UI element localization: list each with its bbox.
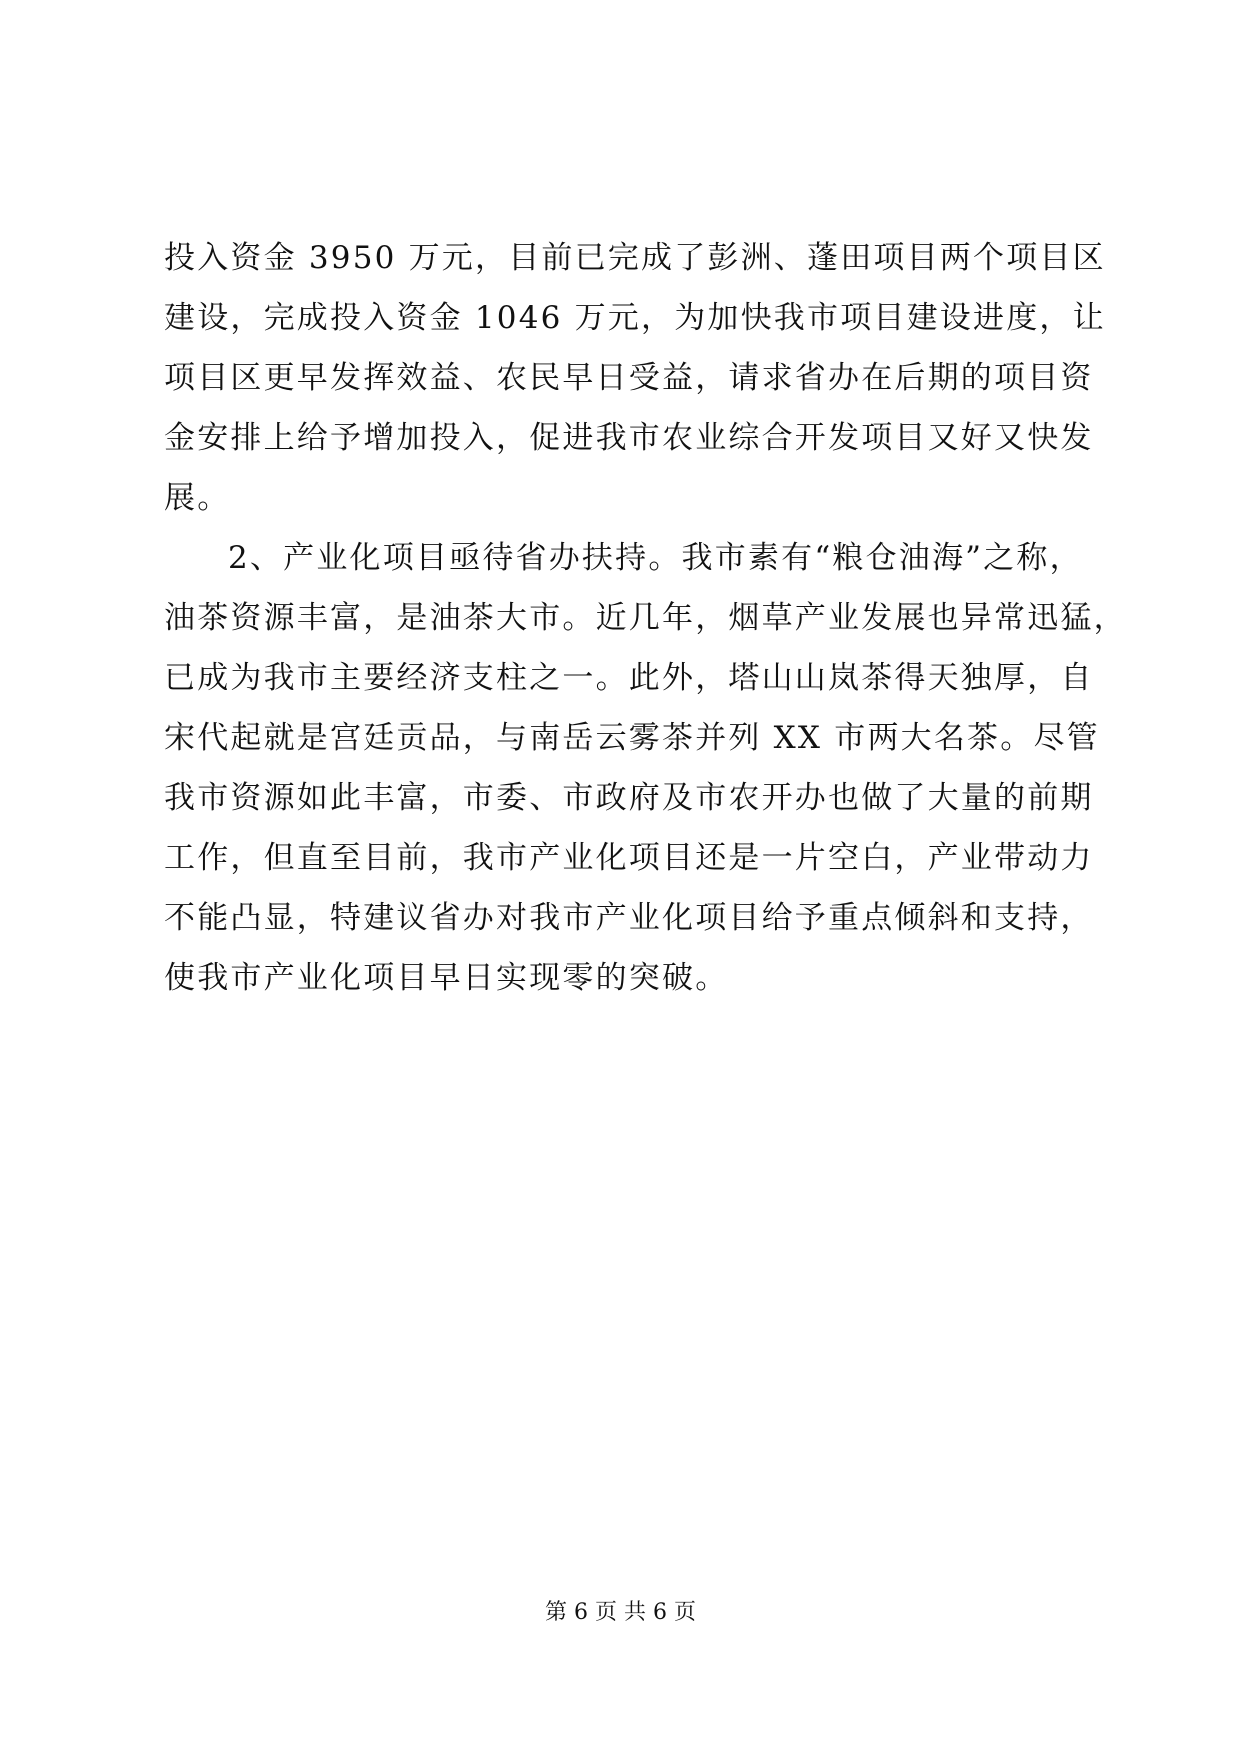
paragraph-line: 投入资金 3950 万元，目前已完成了彭洲、蓬田项目两个项目区 [164, 240, 1106, 276]
paragraph-line: 使我市产业化项目早日实现零的突破。 [164, 960, 729, 996]
paragraph-line: 已成为我市主要经济支柱之一。此外，塔山山岚茶得天独厚，自 [164, 660, 1094, 696]
paragraph-line: 展。 [164, 480, 231, 516]
paragraph-line: 建设，完成投入资金 1046 万元，为加快我市项目建设进度，让 [164, 300, 1106, 336]
paragraph-line: 宋代起就是宫廷贡品，与南岳云雾茶并列 XX 市两大名茶。尽管 [164, 720, 1100, 756]
paragraph-line: 不能凸显，特建议省办对我市产业化项目给予重点倾斜和支持， [164, 900, 1094, 936]
paragraph-line: 油茶资源丰富，是油茶大市。近几年，烟草产业发展也异常迅猛， [164, 600, 1127, 636]
paragraph-line: 金安排上给予增加投入，促进我市农业综合开发项目又好又快发 [164, 420, 1094, 456]
document-body [164, 228, 1127, 1008]
paragraph-line: 项目区更早发挥效益、农民早日受益，请求省办在后期的项目资 [164, 360, 1094, 396]
paragraph-line: 工作，但直至目前，我市产业化项目还是一片空白，产业带动力 [164, 840, 1094, 876]
paragraph-line: 2、产业化项目亟待省办扶持。我市素有“粮仓油海”之称， [228, 540, 1083, 576]
page-number-footer: 第 6 页 共 6 页 [545, 1600, 696, 1625]
paragraph-line: 我市资源如此丰富，市委、市政府及市农开办也做了大量的前期 [164, 780, 1094, 816]
